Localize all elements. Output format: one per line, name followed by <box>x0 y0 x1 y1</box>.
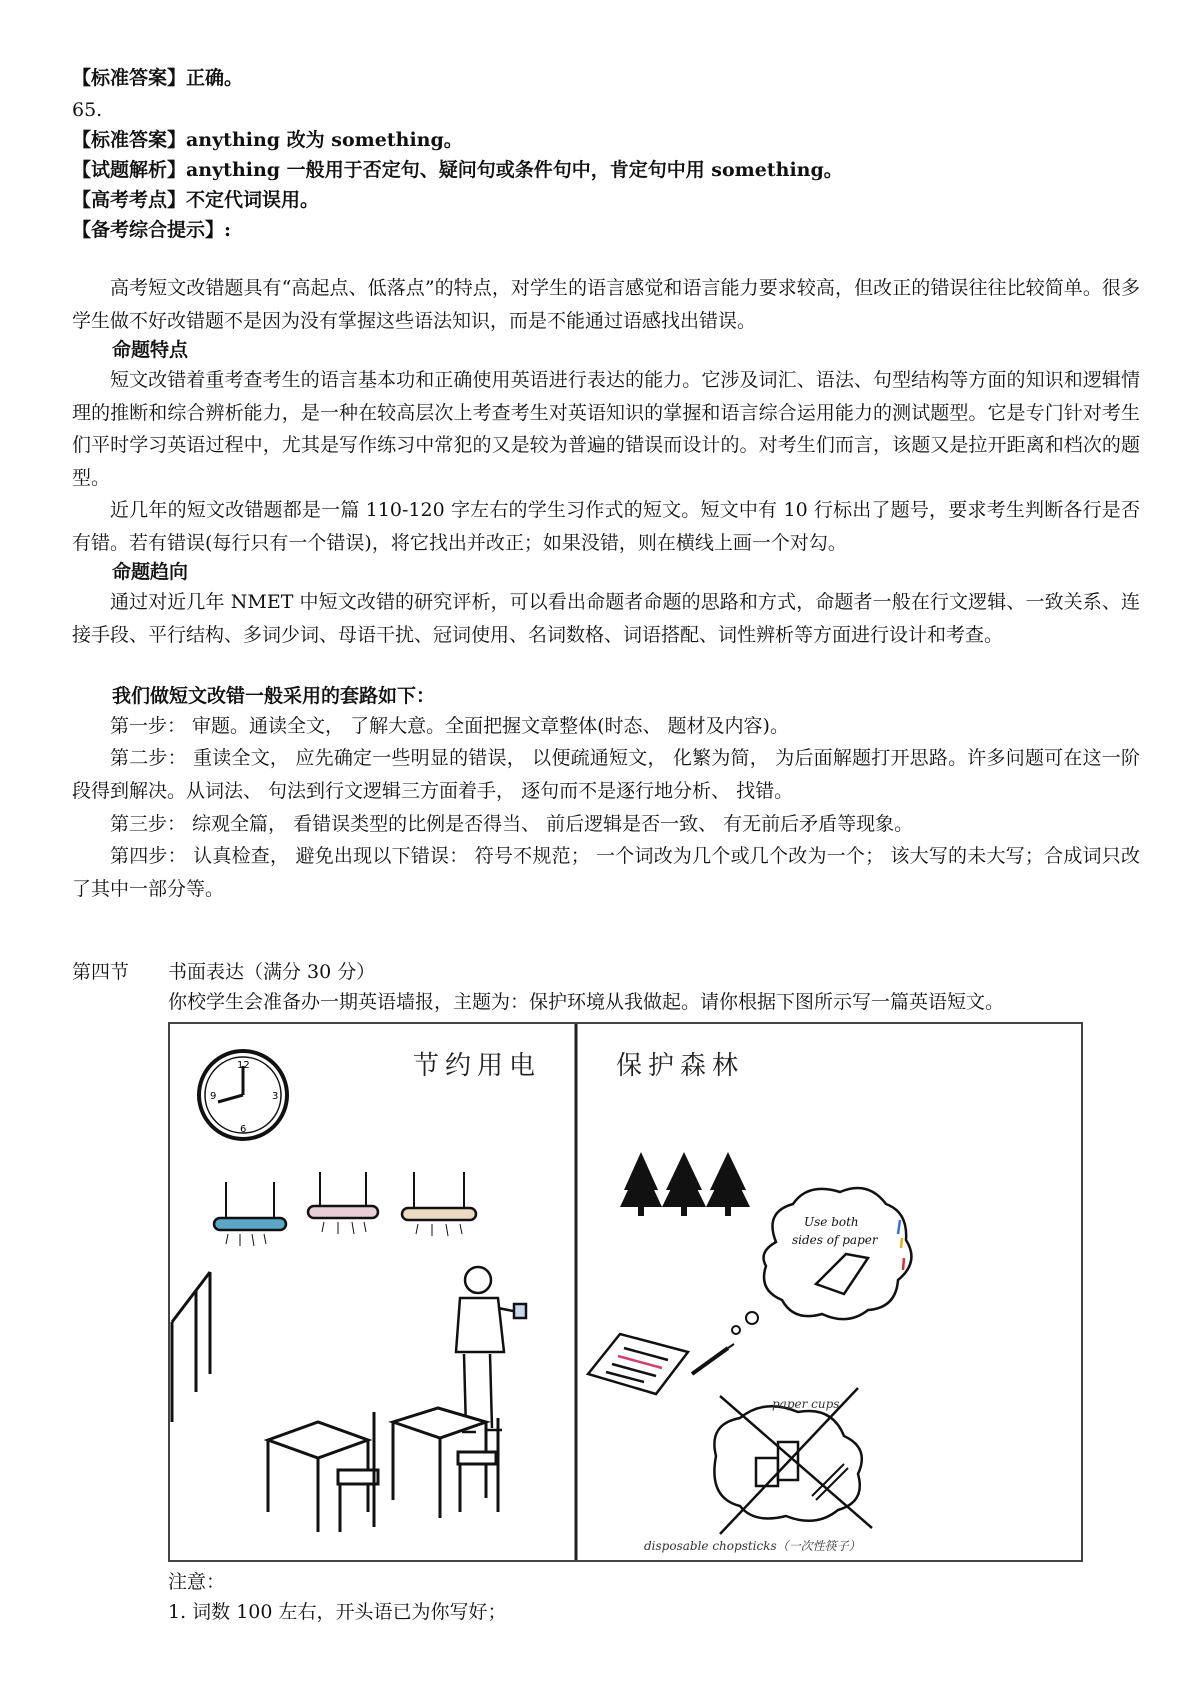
step-3: 第三步： 综观全篇， 看错误类型的比例是否得当、 前后逻辑是否一致、 有无前后矛盾等现象。 <box>110 813 914 835</box>
thought-bubble-paper <box>764 1188 912 1319</box>
tips-heading: 【备考综合提示】: <box>72 219 232 241</box>
svg-text:6: 6 <box>240 1124 247 1135</box>
forest-trees-icon <box>620 1152 750 1216</box>
bubble-text-line-1: Use both <box>804 1215 859 1229</box>
figure-frame <box>169 1023 1082 1561</box>
left-panel-title: 节约用电 <box>413 1051 542 1081</box>
standard-answer-line: 【标准答案】anything 改为 something。 <box>72 129 463 151</box>
step-2: 第二步： 重读全文， 应先确定一些明显的错误， 以便疏通短文， 化繁为简， 为后面解题打开思路。许多问题可在这一阶段得到解决。从词法、 句法到行文逻辑三方面着手， 逐句而不是逐行地分析、 找错。 <box>72 747 1140 802</box>
illustration-figure <box>168 1022 1083 1562</box>
clock-icon <box>199 1051 287 1139</box>
section-title: 书面表达（满分 30 分） <box>168 961 376 983</box>
svg-text:3: 3 <box>272 1091 279 1102</box>
method-heading: 我们做短文改错一般采用的套路如下： <box>112 685 436 707</box>
bubble-text-line-2: sides of paper <box>792 1233 878 1247</box>
trend-heading: 命题趋向 <box>112 561 189 583</box>
exam-point-line: 【高考考点】不定代词误用。 <box>72 189 320 211</box>
note-label: 注意： <box>168 1571 226 1593</box>
features-paragraph-1: 短文改错着重考查考生的语言基本功和正确使用英语进行表达的能力。它涉及词汇、语法、句型结构等方面的知识和逻辑情理的推断和综合辨析能力，是一种在较高层次上考查考生对英语知识的掌握和语言综合运用能力的测试题型。它是专门针对考生们平时学习英语过程中，尤其是写作练习中常犯的又是较为普遍的错误而设计的。对考生们而言，该题又是拉开距离和档次的题型。 <box>72 369 1140 489</box>
tips-intro-paragraph: 高考短文改错题具有“高起点、低落点”的特点，对学生的语言感觉和语言能力要求较高，但改正的错误往往比较简单。很多学生做不好改错题不是因为没有掌握这些语法知识，而是不能通过语感找出错误。 <box>72 277 1140 332</box>
note-item-1: 1. 词数 100 左右，开头语已为你写好； <box>168 1601 507 1623</box>
question-number: 65. <box>72 99 103 121</box>
chopsticks-label: disposable chopsticks（一次性筷子） <box>644 1539 861 1553</box>
step-4: 第四步： 认真检查， 避免出现以下错误： 符号不规范； 一个词改为几个或几个改为一个； 该大写的未大写；合成词只改了其中一部分等。 <box>72 845 1140 900</box>
features-heading: 命题特点 <box>112 339 189 361</box>
paper-cups-label: paper cups <box>772 1397 840 1411</box>
writing-prompt: 你校学生会准备办一期英语墙报，主题为：保护环境从我做起。请你根据下图所示写一篇英语短文。 <box>168 991 1005 1013</box>
step-1: 第一步： 审题。通读全文， 了解大意。全面把握文章整体(时态、 题材及内容)。 <box>110 715 789 737</box>
analysis-line: 【试题解析】anything 一般用于否定句、疑问句或条件句中，肯定句中用 something。 <box>72 159 843 181</box>
answer-64-line: 【标准答案】正确。 <box>72 67 244 89</box>
trend-paragraph: 通过对近几年 NMET 中短文改错的研究评析，可以看出命题者命题的思路和方式，命题者一般在行文逻辑、一致关系、连接手段、平行结构、多词少词、母语干扰、冠词使用、名词数格、词语搭配、词性辨析等方面进行设计和考查。 <box>72 591 1140 646</box>
section-label: 第四节 <box>72 961 130 983</box>
right-panel-title: 保护森林 <box>616 1051 745 1081</box>
svg-text:12: 12 <box>237 1060 250 1071</box>
features-paragraph-2: 近几年的短文改错题都是一篇 110-120 字左右的学生习作式的短文。短文中有 10 行标出了题号，要求考生判断各行是否有错。若有错误(每行只有一个错误)，将它找出并改正；如果没错，则在横线上画一个对勾。 <box>72 499 1140 554</box>
svg-text:9: 9 <box>210 1091 217 1102</box>
